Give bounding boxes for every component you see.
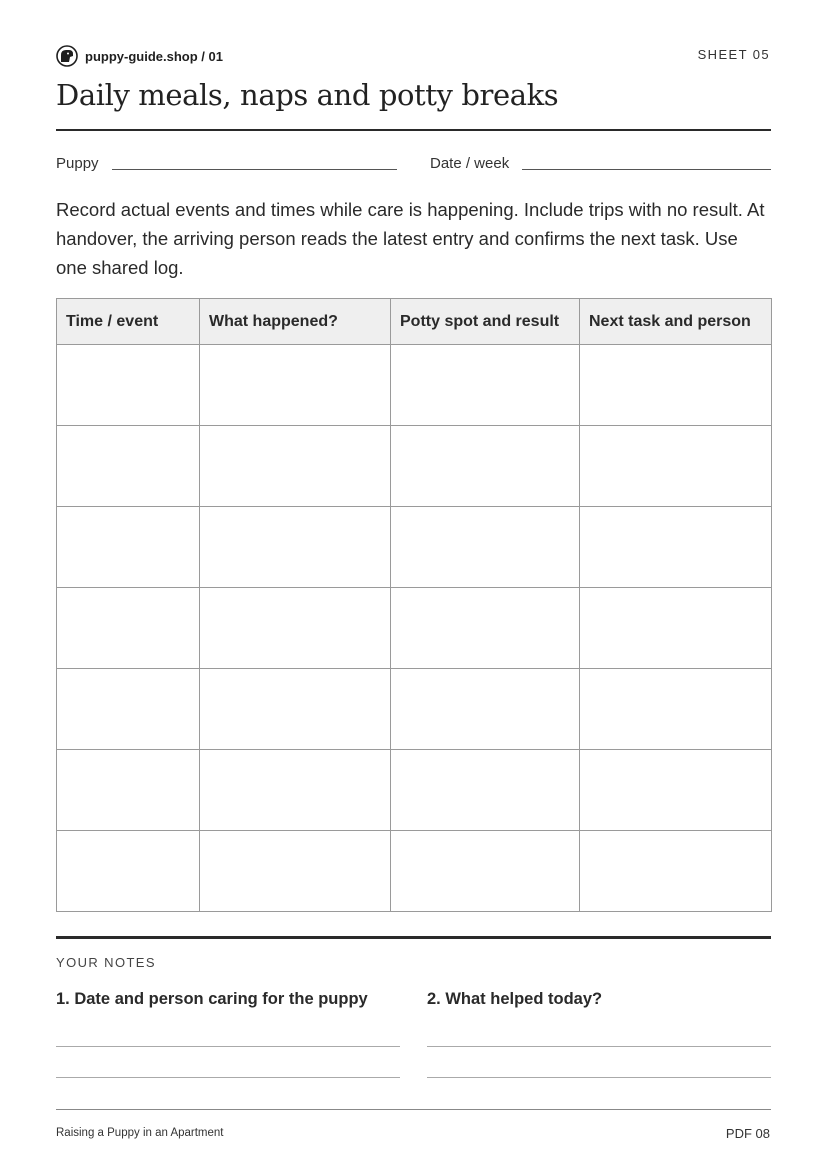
footer-page-id: PDF 08 — [725, 1126, 770, 1141]
log-table — [56, 298, 772, 912]
table-cell[interactable] — [57, 669, 200, 750]
table-cell[interactable] — [580, 669, 772, 750]
table-cell[interactable] — [580, 426, 772, 507]
table-cell[interactable] — [200, 345, 391, 426]
table-header-row — [57, 299, 772, 345]
note-question-2: 2. What helped today? — [427, 990, 603, 1008]
column-header: Potty spot and result — [391, 299, 580, 345]
table-cell[interactable] — [391, 345, 580, 426]
table-cell[interactable] — [57, 507, 200, 588]
table-row — [57, 426, 772, 507]
title-divider — [56, 129, 771, 131]
note-question-1: 1. Date and person caring for the puppy — [56, 990, 368, 1008]
table-cell[interactable] — [580, 345, 772, 426]
dog-head-icon — [56, 45, 78, 67]
column-header: Next task and person — [580, 299, 772, 345]
table-cell[interactable] — [580, 750, 772, 831]
notes-divider — [56, 936, 771, 939]
column-header: Time / event — [57, 299, 200, 345]
table-cell[interactable] — [200, 750, 391, 831]
table-cell[interactable] — [200, 507, 391, 588]
note-line-2a[interactable] — [427, 1046, 771, 1047]
table-cell[interactable] — [200, 831, 391, 912]
date-week-label: Date / week — [430, 155, 510, 172]
note-line-1a[interactable] — [56, 1046, 400, 1047]
table-row — [57, 750, 772, 831]
puppy-label: Puppy — [56, 155, 99, 172]
table-cell[interactable] — [391, 426, 580, 507]
footer-divider — [56, 1109, 771, 1110]
table-cell[interactable] — [580, 507, 772, 588]
note-line-2b[interactable] — [427, 1077, 771, 1078]
column-header: What happened? — [200, 299, 391, 345]
table-cell[interactable] — [580, 588, 772, 669]
table-cell[interactable] — [200, 669, 391, 750]
table-cell[interactable] — [391, 831, 580, 912]
table-cell[interactable] — [391, 750, 580, 831]
footer-book-title: Raising a Puppy in an Apartment — [56, 1127, 224, 1139]
intro-text: Record actual events and times while care is happening. Include trips with no result. At handover, the arriving person reads the latest entry and confirms the next task. Use one shared log. — [56, 199, 765, 278]
puppy-field[interactable] — [112, 169, 397, 170]
table-cell[interactable] — [391, 507, 580, 588]
page-title: Daily meals, naps and potty breaks — [56, 78, 559, 112]
table-cell[interactable] — [200, 426, 391, 507]
table-cell[interactable] — [57, 588, 200, 669]
table-row — [57, 588, 772, 669]
date-week-field[interactable] — [522, 169, 771, 170]
table-row — [57, 669, 772, 750]
table-cell[interactable] — [57, 831, 200, 912]
notes-heading: YOUR NOTES — [56, 955, 156, 970]
table-row — [57, 507, 772, 588]
table-cell[interactable] — [57, 426, 200, 507]
table-cell[interactable] — [391, 588, 580, 669]
brand — [56, 44, 223, 68]
note-line-1b[interactable] — [56, 1077, 400, 1078]
table-row — [57, 831, 772, 912]
table-cell[interactable] — [57, 750, 200, 831]
table-cell[interactable] — [580, 831, 772, 912]
sheet-number: SHEET 05 — [697, 47, 770, 62]
brand-text: puppy-guide.shop / 01 — [85, 48, 223, 64]
table-cell[interactable] — [391, 669, 580, 750]
table-cell[interactable] — [57, 345, 200, 426]
table-row — [57, 345, 772, 426]
table-cell[interactable] — [200, 588, 391, 669]
